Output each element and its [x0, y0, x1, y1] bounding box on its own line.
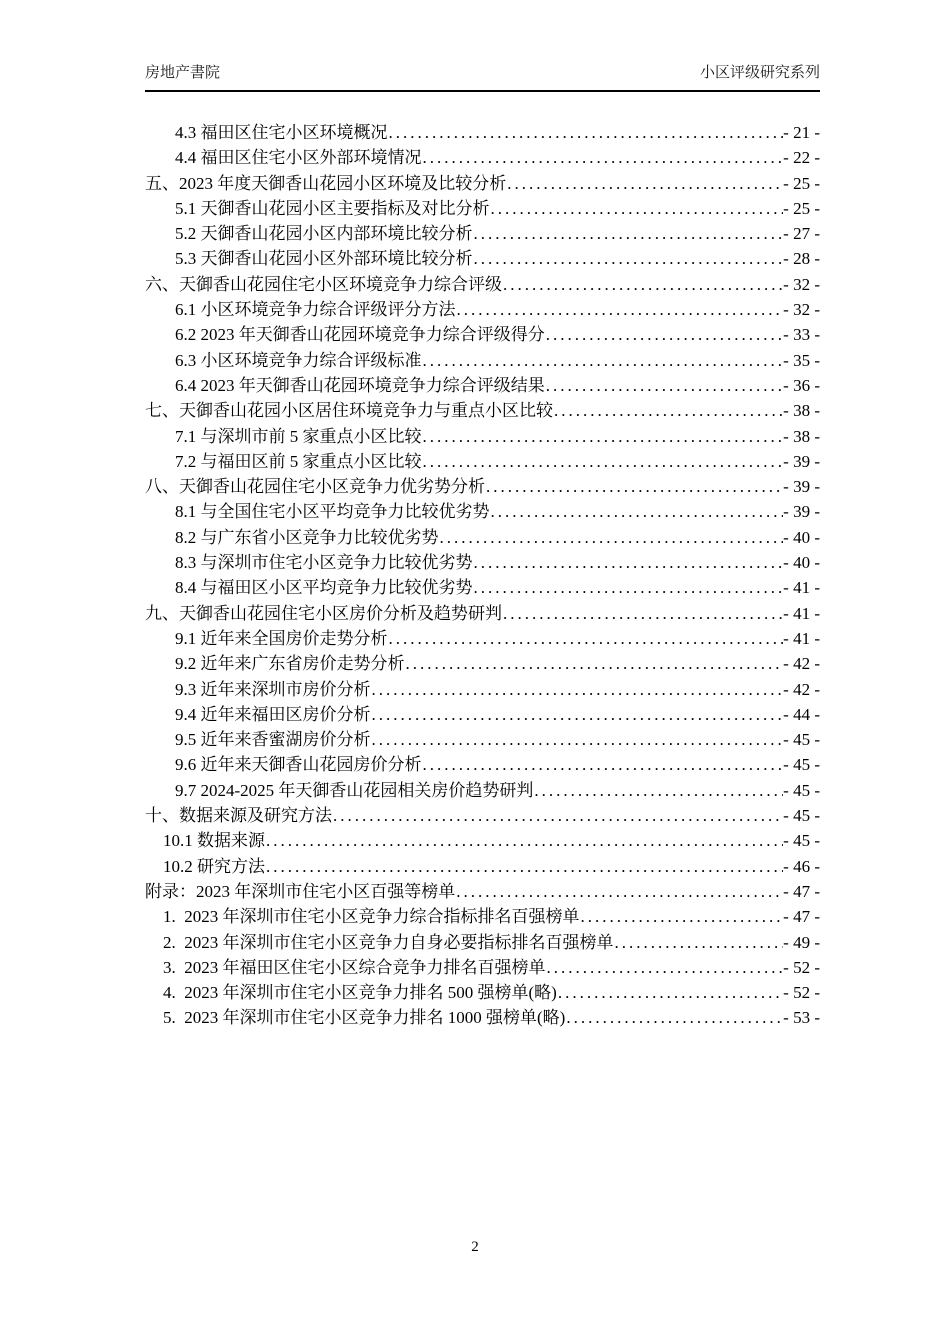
toc-entry-page-number: - 45 - [783, 755, 820, 775]
toc-entry [145, 145, 820, 170]
toc-entry-title: 9.7 2024-2025 年天御香山花园相关房价趋势研判 [175, 780, 534, 800]
toc-entry [145, 626, 820, 651]
toc-entry-title: 4.4 福田区住宅小区外部环境情况 [175, 148, 422, 168]
toc-entry [145, 221, 820, 246]
toc-entry-page-number: - 40 - [783, 553, 820, 573]
toc-dot-leader [546, 955, 784, 980]
toc-dot-leader [614, 930, 784, 955]
toc-dot-leader [553, 398, 783, 423]
toc-entry-page-number: - 39 - [783, 477, 820, 497]
toc-dot-leader [422, 424, 784, 449]
toc-entry [145, 879, 820, 904]
toc-entry-page-number: - 40 - [783, 527, 820, 547]
toc-dot-leader [473, 246, 784, 271]
toc-entry-title: 4. 2023 年深圳市住宅小区竞争力排名 500 强榜单(略) [163, 983, 557, 1003]
toc-entry-page-number: - 44 - [783, 704, 820, 724]
toc-entry [145, 930, 820, 955]
toc-entry-title: 9.1 近年来全国房价走势分析 [175, 628, 388, 648]
toc-entry [145, 550, 820, 575]
toc-entry [145, 904, 820, 929]
toc-dot-leader [506, 171, 783, 196]
toc-entry-page-number: - 35 - [783, 350, 820, 370]
toc-dot-leader [422, 449, 784, 474]
toc-entry-title: 6.4 2023 年天御香山花园环境竞争力综合评级结果 [175, 375, 545, 395]
toc-dot-leader [490, 499, 784, 524]
toc-entry [145, 752, 820, 777]
toc-entry [145, 449, 820, 474]
toc-entry [145, 398, 820, 423]
toc-entry [145, 601, 820, 626]
toc-entry [145, 272, 820, 297]
page-header [145, 63, 820, 83]
toc-entry-page-number: - 53 - [783, 1008, 820, 1028]
toc-entry-page-number: - 33 - [783, 325, 820, 345]
toc-dot-leader [545, 322, 783, 347]
toc-entry-title: 5.1 天御香山花园小区主要指标及对比分析 [175, 198, 490, 218]
toc-entry [145, 120, 820, 145]
header-rule [145, 90, 820, 92]
toc-entry-page-number: - 45 - [783, 806, 820, 826]
toc-entry-page-number: - 27 - [783, 224, 820, 244]
page-number: 2 [471, 1239, 479, 1255]
toc-entry-page-number: - 47 - [783, 907, 820, 927]
toc-entry [145, 778, 820, 803]
toc-entry-page-number: - 32 - [783, 300, 820, 320]
toc-dot-leader [439, 525, 784, 550]
toc-entry-page-number: - 32 - [783, 274, 820, 294]
toc-entry-title: 10.1 数据来源 [163, 831, 265, 851]
toc-dot-leader [473, 550, 784, 575]
toc-entry-title: 七、天御香山花园小区居住环境竞争力与重点小区比较 [145, 401, 553, 421]
toc-entry [145, 474, 820, 499]
toc-entry [145, 727, 820, 752]
toc-dot-leader [557, 980, 783, 1005]
toc-dot-leader [533, 778, 783, 803]
toc-entry [145, 171, 820, 196]
toc-entry [145, 828, 820, 853]
toc-dot-leader [388, 626, 784, 651]
toc-dot-leader [565, 1005, 783, 1030]
toc-entry-page-number: - 21 - [783, 123, 820, 142]
toc-entry-page-number: - 45 - [783, 831, 820, 851]
toc-entry [145, 246, 820, 271]
toc-entry-title: 8.1 与全国住宅小区平均竞争力比较优劣势 [175, 502, 490, 522]
toc-entry [145, 803, 820, 828]
toc-entry-page-number: - 25 - [783, 173, 820, 193]
toc-entry-page-number: - 45 - [783, 780, 820, 800]
toc-entry [145, 677, 820, 702]
toc-dot-leader [456, 297, 784, 322]
toc-entry-title: 六、天御香山花园住宅小区环境竞争力综合评级 [145, 274, 502, 294]
toc-entry-title: 1. 2023 年深圳市住宅小区竞争力综合指标排名百强榜单 [163, 907, 580, 927]
toc-dot-leader [332, 803, 783, 828]
toc-entry-page-number: - 41 - [783, 603, 820, 623]
toc-entry-page-number: - 28 - [783, 249, 820, 269]
toc-entry-title: 五、2023 年度天御香山花园小区环境及比较分析 [145, 173, 507, 193]
header-right-title: 小区评级研究系列 [699, 64, 820, 81]
toc-entry-title: 8.3 与深圳市住宅小区竞争力比较优劣势 [175, 553, 473, 573]
toc-entry-page-number: - 41 - [783, 578, 820, 598]
toc-entry-page-number: - 39 - [783, 502, 820, 522]
toc-dot-leader [371, 677, 784, 702]
toc-dot-leader [371, 702, 784, 727]
toc-entry-page-number: - 38 - [783, 401, 820, 421]
toc-entry-title: 10.2 研究方法 [163, 856, 265, 876]
toc-entry-title: 2. 2023 年深圳市住宅小区竞争力自身必要指标排名百强榜单 [163, 932, 614, 952]
toc-entry-title: 7.2 与福田区前 5 家重点小区比较 [175, 451, 422, 471]
toc-entry [145, 297, 820, 322]
toc-entry [145, 499, 820, 524]
toc-entry-page-number: - 42 - [783, 679, 820, 699]
toc-dot-leader [265, 828, 783, 853]
toc-entry-page-number: - 52 - [783, 983, 820, 1003]
toc-entry-title: 6.2 2023 年天御香山花园环境竞争力综合评级得分 [175, 325, 545, 345]
toc-entry [145, 955, 820, 980]
toc-dot-leader [485, 474, 783, 499]
toc-entry-title: 7.1 与深圳市前 5 家重点小区比较 [175, 426, 422, 446]
toc-dot-leader [473, 221, 784, 246]
toc-entry-title: 附录：2023 年深圳市住宅小区百强等榜单 [145, 881, 456, 901]
toc-dot-leader [502, 601, 783, 626]
toc-entry-page-number: - 39 - [783, 451, 820, 471]
toc-entry [145, 575, 820, 600]
toc-dot-leader [502, 272, 783, 297]
toc-entry-page-number: - 41 - [783, 628, 820, 648]
toc-entry-title: 3. 2023 年福田区住宅小区综合竞争力排名百强榜单 [163, 957, 546, 977]
toc-dot-leader [490, 196, 784, 221]
toc-entry [145, 373, 820, 398]
toc-entry [145, 322, 820, 347]
toc-entry-page-number: - 47 - [783, 881, 820, 901]
toc-entry-title: 5.2 天御香山花园小区内部环境比较分析 [175, 224, 473, 244]
toc-dot-leader [422, 348, 784, 373]
toc-entry-title: 4.3 福田区住宅小区环境概况 [175, 123, 388, 142]
toc-entry-title: 八、天御香山花园住宅小区竞争力优劣势分析 [145, 477, 485, 497]
toc-entry-title: 5. 2023 年深圳市住宅小区竞争力排名 1000 强榜单(略) [163, 1008, 566, 1028]
toc-entry [145, 702, 820, 727]
toc-entry [145, 980, 820, 1005]
toc-entry-page-number: - 49 - [783, 932, 820, 952]
toc-entry-page-number: - 46 - [783, 856, 820, 876]
table-of-contents [145, 120, 820, 1031]
toc-entry-title: 8.2 与广东省小区竞争力比较优劣势 [175, 527, 439, 547]
toc-entry [145, 651, 820, 676]
toc-entry [145, 1005, 820, 1030]
page-footer [0, 1237, 950, 1257]
toc-dot-leader [455, 879, 783, 904]
toc-dot-leader [580, 904, 784, 929]
toc-entry-title: 9.6 近年来天御香山花园房价分析 [175, 755, 422, 775]
toc-entry-page-number: - 22 - [783, 148, 820, 168]
toc-entry-page-number: - 38 - [783, 426, 820, 446]
toc-entry-title: 6.3 小区环境竞争力综合评级标准 [175, 350, 422, 370]
toc-entry [145, 854, 820, 879]
toc-entry-page-number: - 45 - [783, 730, 820, 750]
toc-entry-title: 6.1 小区环境竞争力综合评级评分方法 [175, 300, 456, 320]
toc-dot-leader [473, 575, 784, 600]
toc-entry-title: 十、数据来源及研究方法 [145, 806, 332, 826]
toc-dot-leader [371, 727, 784, 752]
toc-entry-title: 9.4 近年来福田区房价分析 [175, 704, 371, 724]
toc-dot-leader [388, 120, 784, 145]
toc-entry [145, 525, 820, 550]
header-left-title: 房地产書院 [145, 64, 221, 81]
toc-entry-title: 九、天御香山花园住宅小区房价分析及趋势研判 [145, 603, 502, 623]
toc-entry-page-number: - 36 - [783, 375, 820, 395]
toc-entry-title: 8.4 与福田区小区平均竞争力比较优劣势 [175, 578, 473, 598]
toc-entry [145, 424, 820, 449]
toc-dot-leader [405, 651, 784, 676]
toc-entry-title: 9.5 近年来香蜜湖房价分析 [175, 730, 371, 750]
toc-dot-leader [422, 145, 784, 170]
toc-entry-page-number: - 42 - [783, 654, 820, 674]
toc-entry [145, 348, 820, 373]
toc-entry [145, 196, 820, 221]
toc-entry-title: 9.2 近年来广东省房价走势分析 [175, 654, 405, 674]
toc-entry-page-number: - 25 - [783, 198, 820, 218]
toc-entry-page-number: - 52 - [783, 957, 820, 977]
toc-dot-leader [422, 752, 784, 777]
toc-entry-title: 9.3 近年来深圳市房价分析 [175, 679, 371, 699]
toc-dot-leader [545, 373, 783, 398]
toc-entry-title: 5.3 天御香山花园小区外部环境比较分析 [175, 249, 473, 269]
toc-dot-leader [265, 854, 783, 879]
